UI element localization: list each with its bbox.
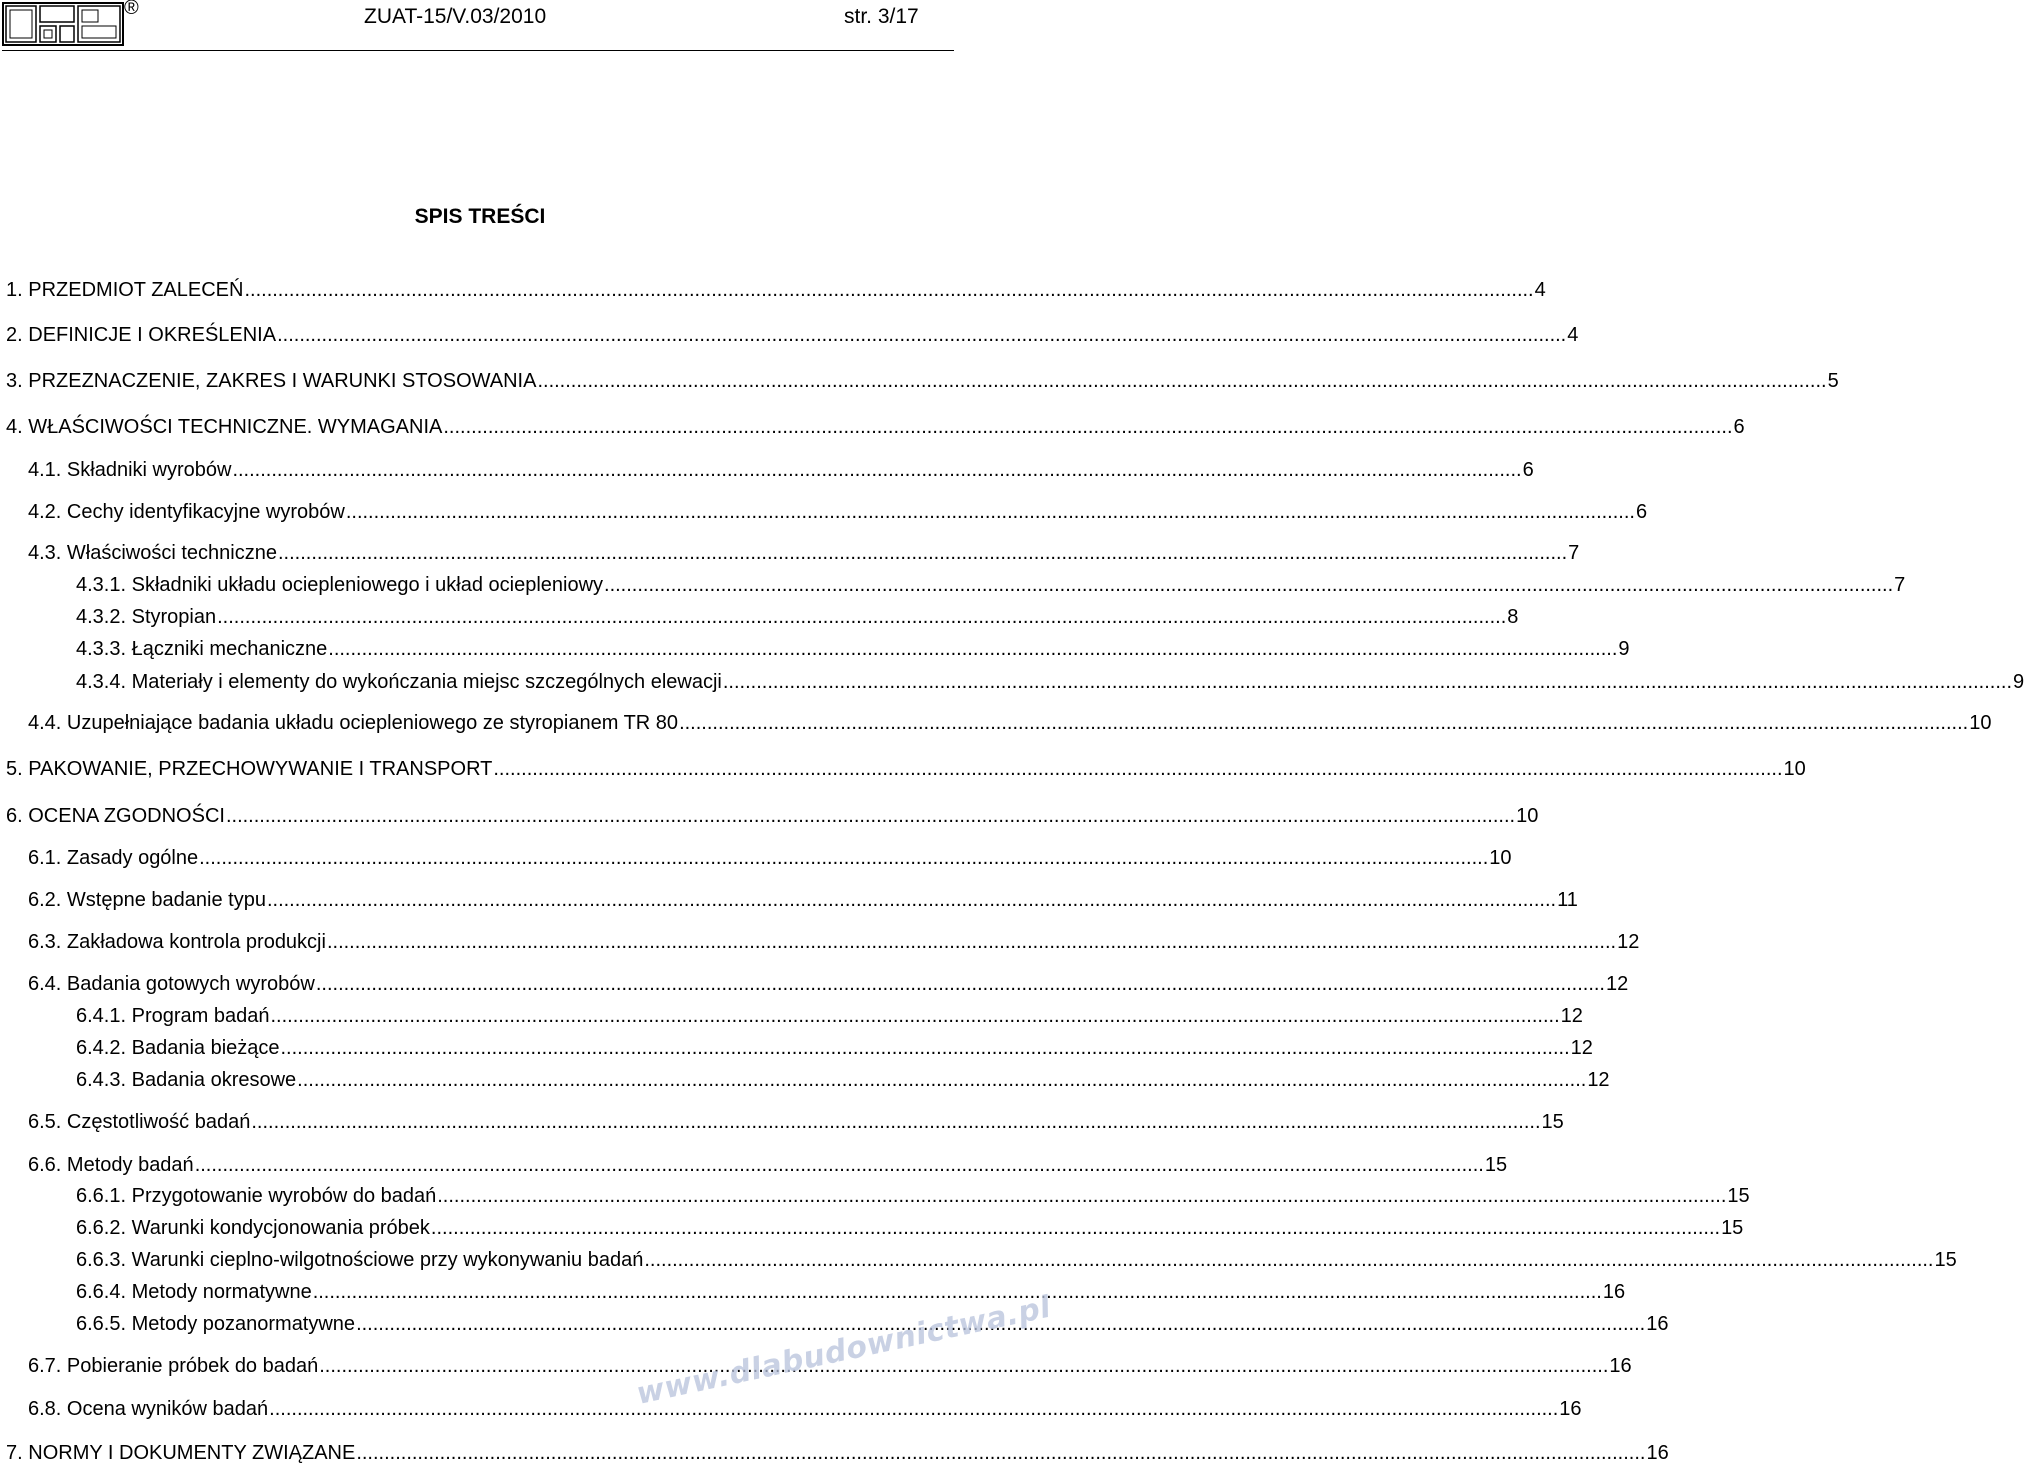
toc-item-title: Łączniki mechaniczne bbox=[131, 638, 328, 660]
toc-item[interactable] bbox=[6, 277, 1546, 303]
toc-leader-dots bbox=[493, 756, 1782, 782]
toc-item-page: 9 bbox=[2013, 671, 2024, 693]
toc-item-number: 6.6.4. bbox=[76, 1281, 127, 1303]
toc-item-number: 6.4. bbox=[28, 973, 62, 995]
toc-item-title: NORMY I DOKUMENTY ZWIĄZANE bbox=[28, 1442, 356, 1464]
toc-item-number: 6. bbox=[6, 805, 23, 827]
toc-item-page: 12 bbox=[1560, 1005, 1583, 1027]
toc-leader-dots bbox=[328, 636, 1617, 662]
toc-item[interactable] bbox=[28, 540, 1580, 566]
toc-item-title: Metody badań bbox=[66, 1154, 194, 1176]
toc-leader-dots bbox=[346, 499, 1635, 525]
toc-item-page: 12 bbox=[1587, 1069, 1610, 1091]
toc-item-title: Program badań bbox=[131, 1005, 270, 1027]
toc-item-number: 6.2. bbox=[28, 889, 62, 911]
watermark: www.dlabudownictwa.pl bbox=[633, 1289, 1055, 1412]
toc-item-number: 6.6. bbox=[28, 1154, 62, 1176]
toc-item-page: 15 bbox=[1721, 1217, 1744, 1239]
toc-item-title: Warunki cieplno-wilgotnościowe przy wykonywaniu badań bbox=[131, 1249, 644, 1271]
toc-item[interactable] bbox=[28, 710, 1992, 736]
toc-item-title: Ocena wyników badań bbox=[66, 1398, 269, 1420]
toc-item-page: 9 bbox=[1618, 638, 1630, 660]
toc-leader-dots bbox=[217, 604, 1506, 630]
document-id: ZUAT-15/V.03/2010 bbox=[364, 5, 547, 28]
toc-item-number: 1. bbox=[6, 279, 23, 301]
page-number: str. 3/17 bbox=[844, 5, 919, 28]
toc-item-number: 4.3.1. bbox=[76, 574, 127, 596]
toc-leader-dots bbox=[356, 1440, 1645, 1466]
toc-item-title: Badania bieżące bbox=[131, 1037, 280, 1059]
toc-item-number: 5. bbox=[6, 758, 23, 780]
toc-item-number: 6.6.5. bbox=[76, 1313, 127, 1335]
toc-item[interactable] bbox=[76, 1279, 1626, 1305]
toc-item-number: 6.6.2. bbox=[76, 1217, 127, 1239]
toc-item-number: 6.4.2. bbox=[76, 1037, 127, 1059]
toc-item-page: 12 bbox=[1605, 973, 1629, 995]
toc-leader-dots bbox=[232, 457, 1521, 483]
toc-item-number: 4.4. bbox=[28, 712, 62, 734]
toc-leader-dots bbox=[679, 710, 1968, 736]
toc-leader-dots bbox=[269, 1396, 1558, 1422]
toc-item-title: OCENA ZGODNOŚCI bbox=[28, 805, 225, 827]
toc-item-title: Właściwości techniczne bbox=[66, 542, 277, 564]
toc-leader-dots bbox=[251, 1109, 1540, 1135]
toc-leader-dots bbox=[319, 1353, 1608, 1379]
toc-leader-dots bbox=[199, 845, 1488, 871]
toc-item-page: 16 bbox=[1559, 1398, 1582, 1420]
toc-item[interactable] bbox=[6, 1440, 1669, 1466]
toc-item-page: 16 bbox=[1602, 1281, 1626, 1303]
toc-item-page: 16 bbox=[1646, 1442, 1669, 1464]
toc-item-number: 4. bbox=[6, 416, 23, 438]
toc-item-page: 16 bbox=[1609, 1355, 1632, 1377]
toc-item-number: 4.3. bbox=[28, 542, 62, 564]
toc-item-number: 6.4.1. bbox=[76, 1005, 127, 1027]
toc-item[interactable] bbox=[76, 604, 1519, 630]
toc-item-title: Badania okresowe bbox=[131, 1069, 297, 1091]
toc-leader-dots bbox=[313, 1279, 1602, 1305]
toc-item[interactable] bbox=[6, 803, 1539, 829]
toc-leader-dots bbox=[281, 1035, 1570, 1061]
toc-item-page: 10 bbox=[1969, 712, 1992, 734]
toc-item-number: 4.2. bbox=[28, 501, 62, 523]
toc-item-number: 3. bbox=[6, 370, 23, 392]
toc-item-title: Warunki kondycjonowania próbek bbox=[131, 1217, 430, 1239]
toc-leader-dots bbox=[278, 540, 1567, 566]
toc-item-title: Badania gotowych wyrobów bbox=[66, 973, 315, 995]
toc-item-title: PRZEDMIOT ZALECEŃ bbox=[28, 279, 244, 301]
itb-logo bbox=[2, 2, 124, 46]
page-title: SPIS TREŚCI bbox=[414, 205, 546, 228]
toc-leader-dots bbox=[443, 414, 1732, 440]
toc-leader-dots bbox=[267, 887, 1556, 913]
toc-item-number: 4.3.2. bbox=[76, 606, 127, 628]
toc-item-title: WŁAŚCIWOŚCI TECHNICZNE. WYMAGANIA bbox=[28, 416, 443, 438]
toc-leader-dots bbox=[277, 322, 1566, 348]
toc-item[interactable] bbox=[28, 1152, 1508, 1178]
toc-item-page: 7 bbox=[1894, 574, 1906, 596]
toc-item[interactable] bbox=[76, 572, 1906, 598]
toc-item[interactable] bbox=[76, 669, 2024, 695]
toc-item-page: 6 bbox=[1522, 459, 1534, 481]
toc-item-title: Zakładowa kontrola produkcji bbox=[66, 931, 326, 953]
toc-item-page: 6 bbox=[1635, 501, 1648, 523]
toc-item-page: 15 bbox=[1934, 1249, 1957, 1271]
toc-item-number: 2. bbox=[6, 324, 23, 346]
toc-item[interactable] bbox=[6, 322, 1579, 348]
toc-item-number: 6.6.3. bbox=[76, 1249, 127, 1271]
toc-item[interactable] bbox=[76, 1067, 1610, 1093]
toc-item-page: 6 bbox=[1733, 416, 1745, 438]
toc-item-page: 15 bbox=[1727, 1185, 1750, 1207]
toc-item-page: 12 bbox=[1570, 1037, 1593, 1059]
toc-leader-dots bbox=[723, 669, 2012, 695]
toc-item[interactable] bbox=[76, 1183, 1750, 1209]
toc-item-title: PAKOWANIE, PRZECHOWYWANIE I TRANSPORT bbox=[28, 758, 493, 780]
toc-item[interactable] bbox=[76, 1003, 1583, 1029]
toc-leader-dots bbox=[437, 1183, 1726, 1209]
toc-leader-dots bbox=[537, 368, 1826, 394]
toc-item[interactable] bbox=[6, 414, 1745, 440]
toc-item-page: 12 bbox=[1617, 931, 1640, 953]
toc-leader-dots bbox=[195, 1152, 1484, 1178]
toc-item-page: 5 bbox=[1827, 370, 1839, 392]
toc-item-number: 6.1. bbox=[28, 847, 62, 869]
toc-item-page: 10 bbox=[1516, 805, 1539, 827]
toc-leader-dots bbox=[327, 929, 1616, 955]
toc-item-page: 7 bbox=[1568, 542, 1580, 564]
toc-item-number: 6.3. bbox=[28, 931, 62, 953]
toc-item[interactable] bbox=[28, 887, 1578, 913]
toc-item-page: 10 bbox=[1783, 758, 1806, 780]
toc-item[interactable] bbox=[6, 368, 1839, 394]
toc-item-title: Zasady ogólne bbox=[66, 847, 199, 869]
toc-item-title: Składniki układu ociepleniowego i układ ociepleniowy bbox=[131, 574, 604, 596]
toc-leader-dots bbox=[644, 1247, 1933, 1273]
toc-item-page: 15 bbox=[1484, 1154, 1508, 1176]
toc-item[interactable] bbox=[76, 1247, 1957, 1273]
toc-item-number: 4.3.4. bbox=[76, 671, 127, 693]
toc-leader-dots bbox=[270, 1003, 1559, 1029]
toc-item-page: 11 bbox=[1557, 889, 1578, 911]
toc-item[interactable] bbox=[76, 1215, 1744, 1241]
toc-item-title: Cechy identyfikacyjne wyrobów bbox=[66, 501, 345, 523]
toc-leader-dots bbox=[316, 971, 1605, 997]
toc-item[interactable] bbox=[76, 1311, 1669, 1337]
toc-item-title: Składniki wyrobów bbox=[66, 459, 232, 481]
toc-leader-dots bbox=[244, 277, 1533, 303]
toc-item-number: 6.4.3. bbox=[76, 1069, 127, 1091]
toc-item-title: Wstępne badanie typu bbox=[66, 889, 266, 911]
page-header bbox=[0, 0, 960, 52]
toc-item[interactable] bbox=[28, 1109, 1564, 1135]
toc-item-page: 16 bbox=[1646, 1313, 1669, 1335]
toc-item-page: 4 bbox=[1567, 324, 1579, 346]
toc-item-number: 6.6.1. bbox=[76, 1185, 127, 1207]
toc-item[interactable] bbox=[28, 845, 1512, 871]
toc-leader-dots bbox=[431, 1215, 1720, 1241]
toc-item-title: Metody pozanormatywne bbox=[131, 1313, 356, 1335]
toc-item-title: Przygotowanie wyrobów do badań bbox=[131, 1185, 437, 1207]
toc-item-title: DEFINICJE I OKREŚLENIA bbox=[28, 324, 277, 346]
toc-item-number: 6.5. bbox=[28, 1111, 62, 1133]
toc-item-title: Materiały i elementy do wykończania miejsc szczególnych elewacji bbox=[131, 671, 722, 693]
toc-item-page: 4 bbox=[1534, 279, 1546, 301]
toc-item-number: 4.1. bbox=[28, 459, 62, 481]
toc-item-title: Styropian bbox=[131, 606, 217, 628]
toc-item-page: 10 bbox=[1489, 847, 1512, 869]
toc-item-number: 6.7. bbox=[28, 1355, 62, 1377]
registered-mark: ® bbox=[124, 0, 139, 19]
toc-leader-dots bbox=[297, 1067, 1586, 1093]
toc-item-page: 8 bbox=[1507, 606, 1519, 628]
toc-item[interactable] bbox=[28, 971, 1629, 997]
toc-item-title: Metody normatywne bbox=[131, 1281, 312, 1303]
toc-item-page: 15 bbox=[1541, 1111, 1564, 1133]
toc-item[interactable] bbox=[76, 1035, 1593, 1061]
toc-item-title: Częstotliwość badań bbox=[66, 1111, 251, 1133]
toc-item[interactable] bbox=[76, 636, 1630, 662]
toc-item-number: 4.3.3. bbox=[76, 638, 127, 660]
toc-item-title: Uzupełniające badania układu ociepleniowego ze styropianem TR 80 bbox=[66, 712, 679, 734]
toc-item-title: PRZEZNACZENIE, ZAKRES I WARUNKI STOSOWANIA bbox=[28, 370, 537, 392]
toc-item[interactable] bbox=[6, 756, 1806, 782]
toc-item[interactable] bbox=[28, 929, 1640, 955]
toc-item-number: 7. bbox=[6, 1442, 23, 1464]
toc-item-number: 6.8. bbox=[28, 1398, 62, 1420]
toc-leader-dots bbox=[226, 803, 1515, 829]
header-rule bbox=[2, 50, 954, 51]
toc-item[interactable] bbox=[28, 499, 1648, 525]
toc-item[interactable] bbox=[28, 457, 1534, 483]
toc-leader-dots bbox=[604, 572, 1893, 598]
toc-item-title: Pobieranie próbek do badań bbox=[66, 1355, 319, 1377]
